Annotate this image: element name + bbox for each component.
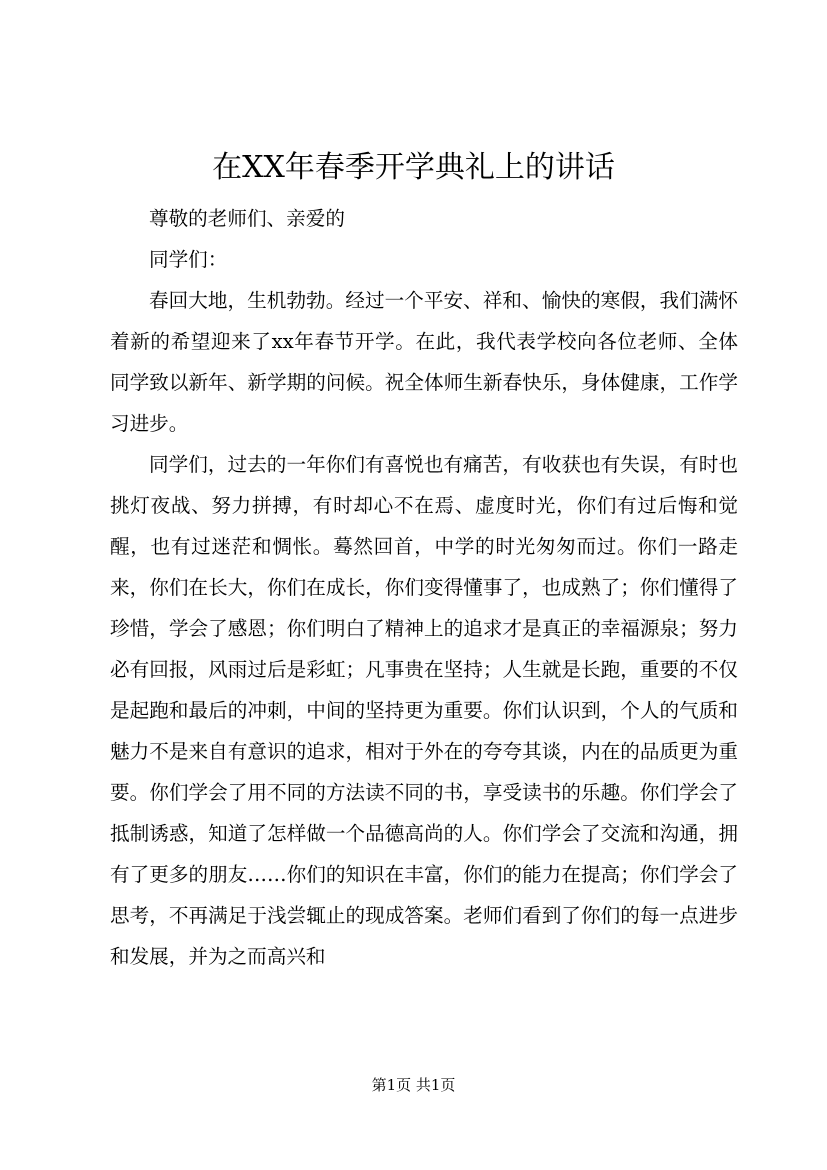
salutation-line-1: 尊敬的老师们、亲爱的 (149, 207, 345, 230)
page-footer: 第1页 共1页 (371, 1076, 456, 1094)
paragraph-1: 春回大地，生机勃勃。经过一个平安、祥和、愉快的寒假，我们满怀着新的希望迎来了xx年春节开学。在此，我代表学校向各位老师、全体同学致以新年、新学期的问候。祝全体师生新春快乐，身体健康，工作学习进步。 (110, 289, 738, 435)
document-body (110, 198, 738, 977)
paragraph-2: 同学们，过去的一年你们有喜悦也有痛苦，有收获也有失误，有时也挑灯夜战、努力拼搏，有时却心不在焉、虚度时光，你们有过后悔和觉醒，也有过迷茫和惆怅。蓦然回首，中学的时光匆匆而过。你们一路走来，你们在长大，你们在成长，你们变得懂事了，也成熟了；你们懂得了珍惜，学会了感恩；你们明白了精神上的追求才是真正的幸福源泉；努力必有回报，风雨过后是彩虹；凡事贵在坚持；人生就是长跑，重要的不仅是起跑和最后的冲刺，中间的坚持更为重要。你们认识到，个人的气质和魅力不是来自有意识的追求，相对于外在的夸夸其谈，内在的品质更为重要。你们学会了用不同的方法读不同的书，享受读书的乐趣。你们学会了抵制诱惑，知道了怎样做一个品德高尚的人。你们学会了交流和沟通，拥有了更多的朋友……你们的知识在丰富，你们的能力在提高；你们学会了思考，不再满足于浅尝辄止的现成答案。老师们看到了你们的每一点进步和发展，并为之而高兴和 (110, 453, 738, 968)
document-title: 在XX年春季开学典礼上的讲话 (212, 150, 615, 185)
salutation-line-2: 同学们： (149, 248, 228, 271)
